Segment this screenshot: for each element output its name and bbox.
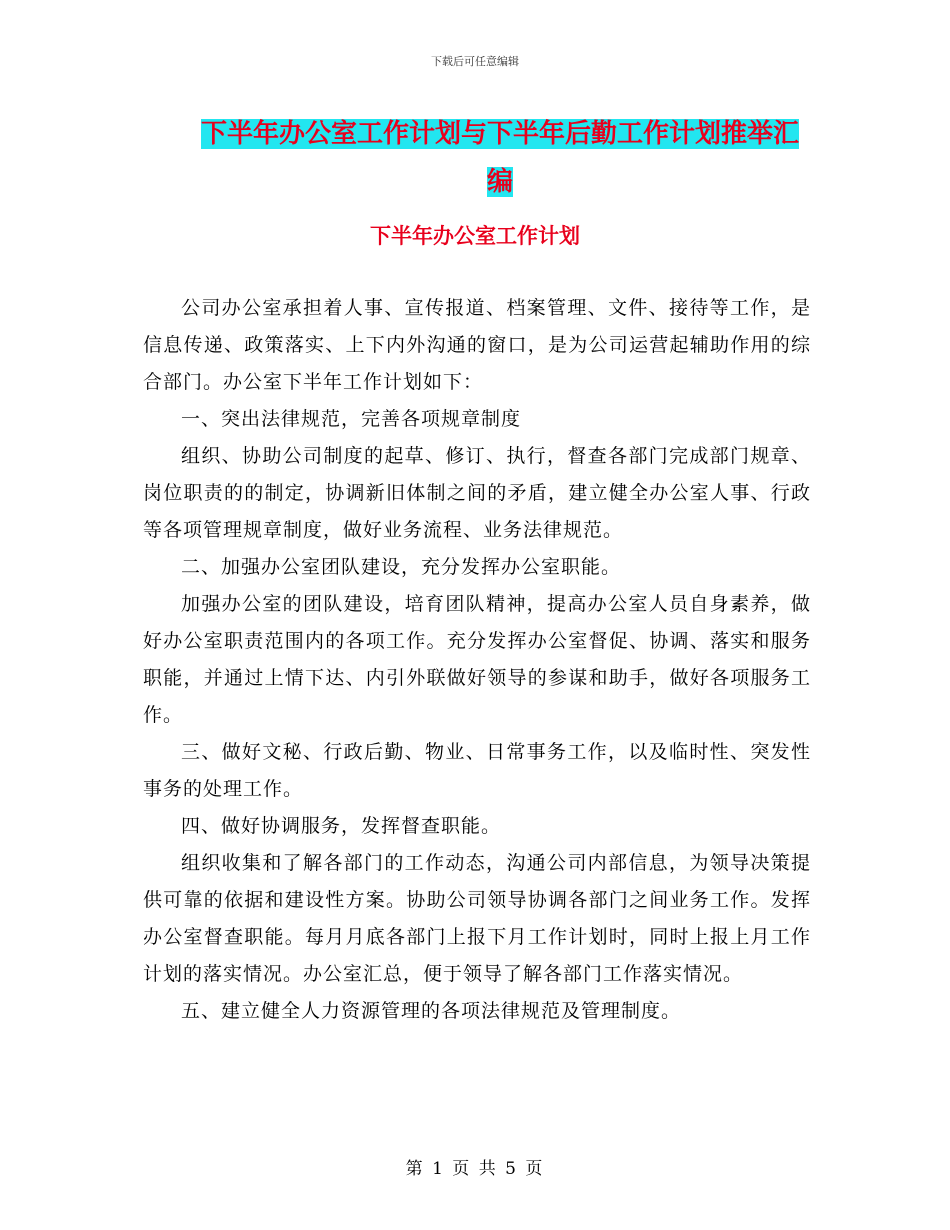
heading-item-3: 三、做好文秘、行政后勤、物业、日常事务工作，以及临时性、突发性事务的处理工作。 bbox=[143, 741, 811, 800]
section-title: 下半年办公室工作计划 bbox=[370, 224, 580, 248]
heading-item-1: 一、突出法律规范，完善各项规章制度 bbox=[181, 408, 522, 430]
paragraph-item-2: 加强办公室的团队建设，培育团队精神，提高办公室人员自身素养，做好办公室职责范围内的各项工作。充分发挥办公室督促、协调、落实和服务职能，并通过上情下达、内引外联做好领导的参谋和助手，做好各项服务工作。 bbox=[143, 593, 811, 726]
document-body bbox=[143, 290, 811, 1030]
paragraph-item-4: 组织收集和了解各部门的工作动态，沟通公司内部信息，为领导决策提供可靠的依据和建设性方案。协助公司领导协调各部门之间业务工作。发挥办公室督查职能。每月月底各部门上报下月工作计划时，同时上报上月工作计划的落实情况。办公室汇总，便于领导了解各部门工作落实情况。 bbox=[143, 852, 811, 985]
header-note: 下载后可任意编辑 bbox=[431, 55, 519, 68]
document-title-text: 下半年办公室工作计划与下半年后勤工作计划推举汇编 bbox=[200, 119, 799, 197]
paragraph-intro: 公司办公室承担着人事、宣传报道、档案管理、文件、接待等工作，是信息传递、政策落实、上下内外沟通的窗口，是为公司运营起辅助作用的综合部门。办公室下半年工作计划如下： bbox=[143, 297, 811, 393]
heading-item-5: 五、建立健全人力资源管理的各项法律规范及管理制度。 bbox=[181, 1000, 682, 1022]
heading-item-2: 二、加强办公室团队建设，充分发挥办公室职能。 bbox=[181, 556, 622, 578]
paragraph-item-1: 组织、协助公司制度的起草、修订、执行，督查各部门完成部门规章、岗位职责的的制定，协调新旧体制之间的矛盾，建立健全办公室人事、行政等各项管理规章制度，做好业务流程、业务法律规范。 bbox=[143, 445, 811, 541]
heading-item-4: 四、做好协调服务，发挥督查职能。 bbox=[181, 815, 502, 837]
document-title bbox=[190, 110, 810, 206]
page-footer: 第 1 页 共 5 页 bbox=[405, 1159, 545, 1179]
